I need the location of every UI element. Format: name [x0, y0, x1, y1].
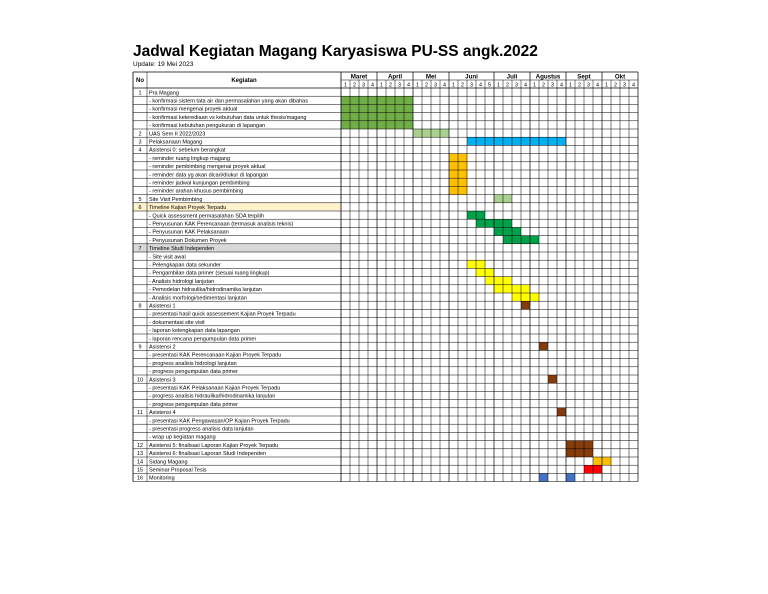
- week-number: 1: [380, 82, 383, 89]
- sub-activity: - Pengambilan data primer (sesuai ruang lingkup): [149, 270, 270, 277]
- week-number: 1: [569, 82, 572, 89]
- week-number: 2: [461, 82, 464, 89]
- week-number: 3: [362, 82, 365, 89]
- sub-activity: - presentasi KAK Perencanaan Kajian Proyek Terpadu: [149, 352, 282, 359]
- month-label: April: [387, 73, 403, 81]
- row-number: 13: [136, 451, 144, 458]
- week-number: 3: [551, 82, 554, 89]
- gantt-bar: [557, 408, 566, 416]
- gantt-bar: [539, 473, 548, 481]
- week-number: 3: [434, 82, 437, 89]
- week-number: 1: [344, 82, 347, 89]
- activity: Asistensi 4: [149, 410, 176, 417]
- sub-activity: - progress pengumpulan data primer: [149, 369, 238, 376]
- week-number: 3: [515, 82, 518, 89]
- sub-activity: - konfirmasi kebutuhan pengukuran di lapangan: [149, 123, 266, 130]
- row-number: 10: [136, 377, 144, 384]
- month-label: Juli: [506, 73, 518, 81]
- month-label: Juni: [465, 73, 478, 81]
- week-number: 3: [623, 82, 626, 89]
- sub-activity: - reminder data yg akan dicari/diukur di lapangan: [149, 172, 269, 179]
- activity: Asistensi 0: sebelum berangkat: [149, 147, 226, 154]
- row-number: 12: [136, 442, 144, 449]
- sub-activity: - progress analisis hidrologi lanjutan: [149, 360, 237, 367]
- sub-activity: - Site visit awal: [149, 254, 186, 261]
- sub-activity: - progress analisis hidraulika/hidrodinamika lanjutan: [149, 393, 276, 400]
- activity: Sidang Magang: [149, 459, 188, 466]
- sub-activity: - presentasi KAK Pengawasan/OP Kajian Proyek Terpadu: [149, 418, 290, 425]
- sub-activity: - dokumentasi site visit: [149, 319, 205, 326]
- sub-activity: - Analisis morfologi/sedimentasi lanjutan: [149, 295, 247, 302]
- sub-activity: - laporan rencana pengumpulan data primer: [149, 336, 257, 343]
- month-label: Sept: [577, 73, 591, 81]
- week-number: 4: [407, 82, 410, 89]
- gantt-bar: [467, 137, 566, 145]
- week-number: 2: [506, 82, 509, 89]
- week-number: 5: [488, 82, 491, 89]
- row-number: 6: [138, 205, 142, 212]
- sub-activity: - presentasi progress analisis data lanjutan: [149, 426, 254, 433]
- sub-activity: - konfirmasi sistem tata air dan permasalahan yang akan dibahas: [149, 98, 308, 105]
- week-number: 2: [614, 82, 617, 89]
- gantt-bar: [494, 227, 521, 235]
- activity: Asistensi 3: [149, 377, 176, 384]
- week-number: 4: [479, 82, 482, 89]
- row-number: 16: [136, 475, 144, 482]
- week-number: 3: [470, 82, 473, 89]
- table-labels: [136, 74, 635, 482]
- row-number: 5: [138, 196, 142, 203]
- week-number: 3: [398, 82, 401, 89]
- week-number: 1: [533, 82, 536, 89]
- sub-activity: - reminder ruang lingkup magang: [149, 155, 231, 162]
- week-number: 1: [452, 82, 455, 89]
- week-number: 2: [578, 82, 581, 89]
- activity: Pelaksanaan Magang: [149, 139, 203, 146]
- sub-activity: - progress pengumpulan data primer: [149, 401, 238, 408]
- sub-activity: - Penyusunan KAK Perencanaan (termasuk analisis teknis): [149, 221, 294, 228]
- sub-activity: - reminder pembimbing mengenai proyek aktual: [149, 164, 266, 171]
- sub-activity: - presentasi KAK Pelaksanaan Kajian Proyek Terpadu: [149, 385, 281, 392]
- header-no: No: [136, 78, 144, 84]
- row-number: 1: [138, 90, 142, 97]
- activity: Asistensi 5: finalisasi Laporan Kajian Proyek Terpadu: [149, 442, 279, 449]
- sub-activity: - Quick assessment permasalahan SDA terpilih: [149, 213, 264, 220]
- week-number: 4: [632, 82, 635, 89]
- week-number: 4: [596, 82, 599, 89]
- sub-activity: - reminder jadwal kunjungan pembimbing: [149, 180, 250, 187]
- week-number: 2: [353, 82, 356, 89]
- week-number: 1: [605, 82, 608, 89]
- row-number: 11: [137, 410, 143, 417]
- row-number: 14: [136, 459, 144, 466]
- header-kegiatan: Kegiatan: [231, 78, 257, 84]
- gantt-bar: [566, 449, 593, 457]
- sub-activity: - Analisis hidrologi lanjutan: [149, 278, 215, 285]
- sub-activity: - reminder arahan khusus pembimbing: [149, 188, 244, 195]
- week-number: 4: [524, 82, 527, 89]
- row-number: 8: [138, 303, 142, 310]
- row-number: 15: [136, 467, 144, 474]
- activity: Seminar Proposal Tesis: [149, 467, 207, 474]
- gantt-bar: [548, 375, 557, 383]
- month-label: Okt: [614, 73, 626, 81]
- week-number: 2: [542, 82, 545, 89]
- row-number: 9: [138, 344, 142, 351]
- week-number: 1: [416, 82, 419, 89]
- sub-activity: - wrap up kegiatan magang: [149, 434, 216, 441]
- sub-activity: - laporan kelengkapan data lapangan: [149, 328, 240, 335]
- activity: Asistensi 2: [149, 344, 176, 351]
- gantt-bar: [566, 473, 575, 481]
- gantt-bar: [485, 277, 512, 285]
- activity: Site Visit Pembimbing: [149, 196, 203, 203]
- sub-activity: - konfirmasi mengenai proyek aktual: [149, 106, 238, 113]
- week-number: 4: [371, 82, 374, 89]
- month-label: Mei: [425, 73, 437, 81]
- row-number: 7: [138, 246, 142, 253]
- week-number: 1: [497, 82, 500, 89]
- sub-activity: - Pelengkapan data sekunder: [149, 262, 221, 269]
- week-number: 4: [560, 82, 563, 89]
- month-label: Agustus: [535, 73, 561, 81]
- row-number: 2: [138, 131, 142, 138]
- week-number: 3: [587, 82, 590, 89]
- sub-activity: - konfirmasi keterediaan vs kebutuhan data untuk thesis/magang: [149, 114, 307, 121]
- week-number: 2: [389, 82, 392, 89]
- gantt-bar: [539, 342, 548, 350]
- row-number: 4: [138, 147, 142, 154]
- update-date: Update: 19 Mei 2023: [133, 61, 194, 68]
- activity: UAS Sem II 2022/2023: [149, 131, 206, 138]
- week-number: 4: [443, 82, 446, 89]
- activity: Monitoring: [149, 475, 175, 482]
- gantt-bar: [521, 301, 530, 309]
- activity: Timeline Studi Independen: [149, 246, 215, 253]
- page-title: Jadwal Kegiatan Magang Karyasiswa PU-SS angk.2022: [133, 43, 538, 60]
- row-number: 3: [138, 139, 142, 146]
- sub-activity: - Penyusunan KAK Pelaksanaan: [149, 229, 229, 236]
- sub-activity: - presentasi hasil quick assessement Kajian Proyek Terpadu: [149, 311, 296, 318]
- sub-activity: - Penyusunan Dokumen Proyek: [149, 237, 227, 244]
- activity: Pra Magang: [149, 90, 179, 97]
- activity: Asistensi 1: [149, 303, 176, 310]
- month-label: Maret: [350, 73, 368, 81]
- activity: Asistensi 6: finalisasi Laporan Studi Independen: [149, 451, 267, 458]
- week-number: 2: [425, 82, 428, 89]
- gantt-bar: [512, 293, 539, 301]
- activity: Timeline Kajian Proyek Terpadu: [149, 205, 227, 212]
- gantt-bar: [566, 441, 593, 449]
- sub-activity: - Pemodelan hidraulika/hidrodinamika lanjutan: [149, 287, 262, 294]
